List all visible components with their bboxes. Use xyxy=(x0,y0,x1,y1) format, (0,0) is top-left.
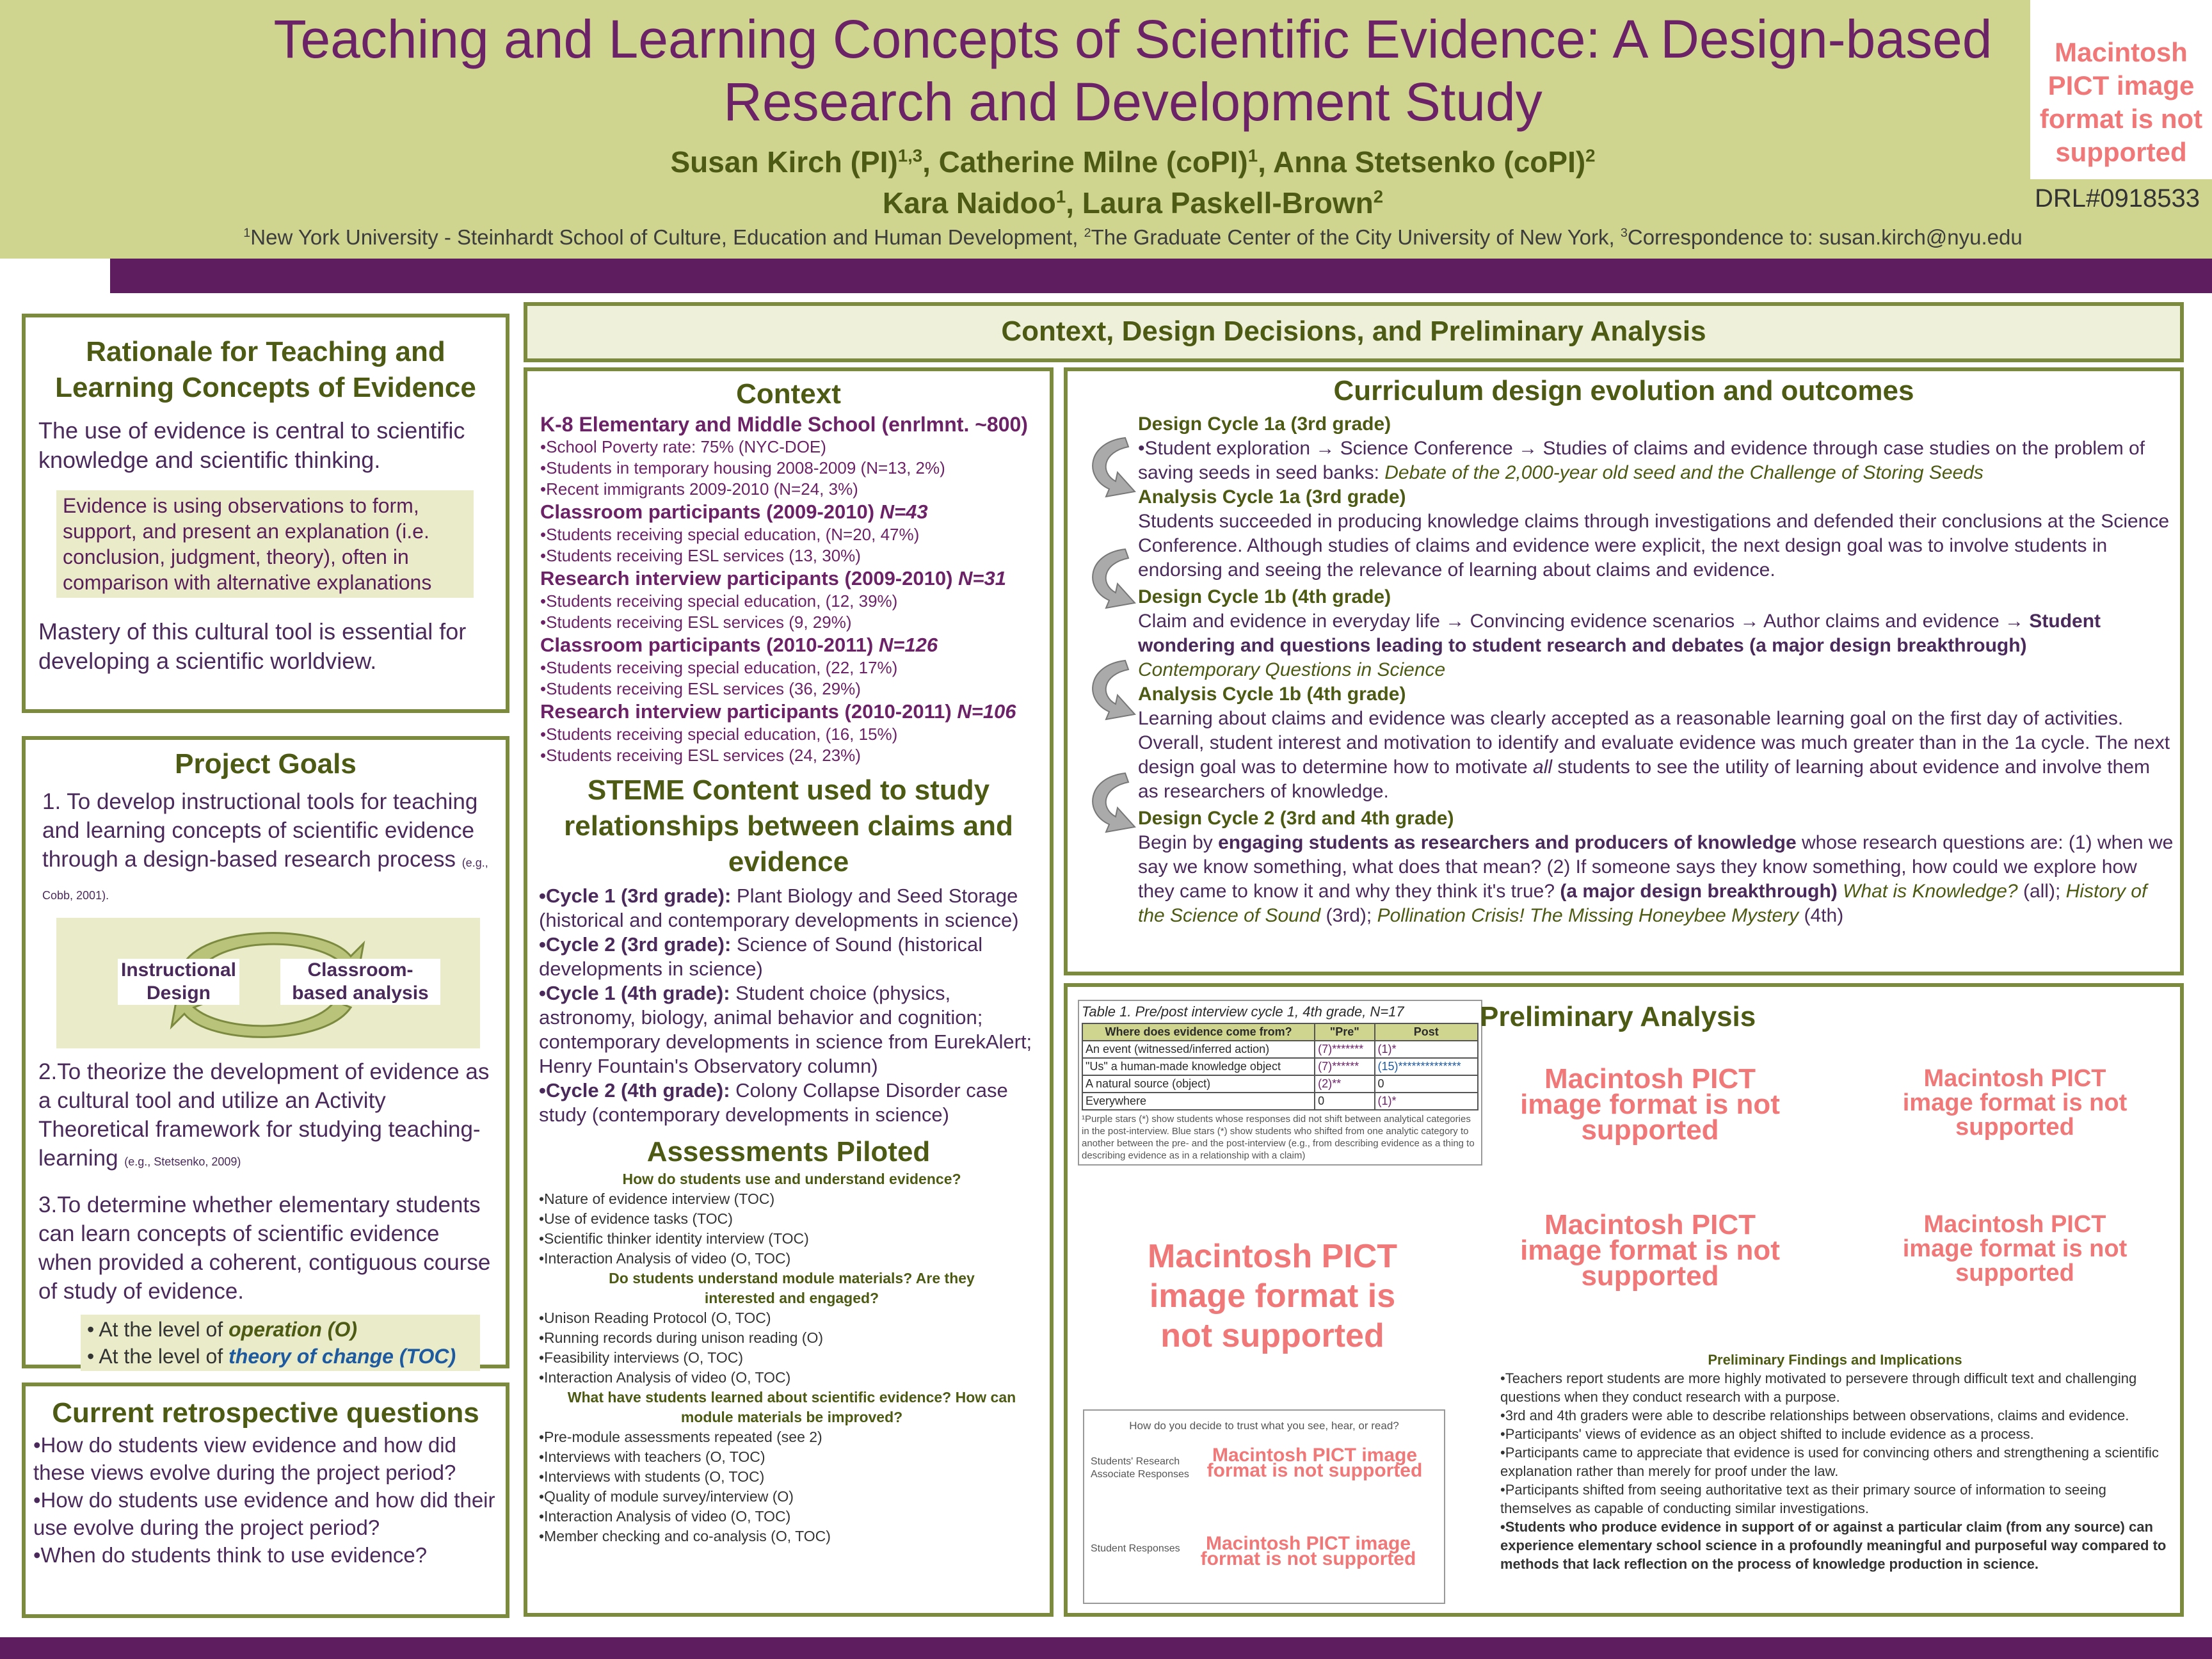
table-caption: Table 1. Pre/post interview cycle 1, 4th grade, N=17 xyxy=(1082,1004,1404,1020)
findings-title: Preliminary Findings and Implications xyxy=(1708,1352,1962,1368)
analysis-cycle-1b-text: Learning about claims and evidence was clearly accepted as a reasonable learning goal on the first day of activities. Overall, student interest and motivation to identify and evaluate evidence was much greater than in the 1a cycle. The next design goal was to determine how to motivate all students to see the utility of learning about evidence and involve them as researchers of knowledge. xyxy=(1138,708,2170,802)
pre-post-table-box xyxy=(1078,1000,1482,1166)
pict-placeholder-figure: Macintosh PICT image format is not supported xyxy=(1520,1209,1780,1292)
group-item: •Students receiving special education, (N=20, 47%) xyxy=(540,525,920,544)
curved-arrow-icon xyxy=(1080,433,1138,503)
curved-arrow-icon xyxy=(1080,544,1138,614)
affiliations: $^1$New York University - Steinhardt School of Culture, Education and Human Development, $^2$The Graduate Center of the City University of New York, $^3$Correspondence to: susan.kirch@nyu.edu xyxy=(243,225,2023,249)
rationale-panel xyxy=(22,314,509,713)
school-item: •Recent immigrants 2009-2010 (N=24, 3%) xyxy=(540,479,858,499)
goal-1-citation: (e.g., Cobb, 2001). xyxy=(42,856,488,902)
school-heading: K-8 Elementary and Middle School (enrlmnt. ~800) xyxy=(540,413,1028,436)
curriculum-title: Curriculum design evolution and outcomes xyxy=(1333,375,1914,406)
steme-item: •Cycle 1 (4th grade): Student choice (physics, astronomy, biology, animal behavior and cognition; contemporary developments in science from EurekAlert; Henry Fountain's Observatory column) xyxy=(539,982,1032,1077)
assessment-item: •Unison Reading Protocol (O, TOC) xyxy=(539,1310,771,1326)
pict-placeholder-figure: Macintosh PICT image format is not supported xyxy=(1902,1211,2128,1286)
design-cycle-1b-text: Claim and evidence in everyday life → Convincing evidence scenarios → Author claims and evidence → Student wondering and questions leading to student research and debates (a major design breakthrough) Contemporary Questions in Science xyxy=(1138,611,2101,680)
cycle-label-classroom-analysis: Classroom-based analysis xyxy=(280,959,440,1005)
school-item: •Students in temporary housing 2008-2009 (N=13, 2%) xyxy=(540,458,945,477)
design-cycle-2-text: Begin by engaging students as researchers and producers of knowledge whose research questions are: (1) when we say we know something, what does that mean? (2) If someone says they know something, how could we explore how they came to know it and why they think it's true? (a major design breakthrough) What is Knowledge? (all); History of the Science of Sound (3rd); Pollination Crisis! The Missing Honeybee Mystery (4th) xyxy=(1138,832,2174,926)
pre-post-table xyxy=(1082,1023,1479,1110)
authors-line-1: Susan Kirch (PI)$^{1,3}$, Catherine Milne (coPI)$^1$, Anna Stetsenko (coPI)$^2$ xyxy=(670,145,1596,179)
group-item: •Students receiving special education, (12, 39%) xyxy=(540,591,898,611)
goal-2-citation: (e.g., Stetsenko, 2009) xyxy=(124,1155,241,1168)
context-body xyxy=(540,412,1045,766)
group-heading: Classroom participants (2009-2010) N=43 xyxy=(540,501,928,523)
finding-item: •Teachers report students are more highly motivated to persevere through difficult text and challenging questions when they conduct research with a purpose. xyxy=(1500,1370,2137,1405)
goal-levels xyxy=(81,1315,480,1371)
table-row: Everywhere 0 (1)* xyxy=(1082,1093,1478,1110)
finding-item: •3rd and 4th graders were able to describe relationships between observations, claims and evidence. xyxy=(1500,1407,2129,1423)
curved-arrow-icon xyxy=(1080,768,1138,838)
question-item: •How do students view evidence and how did these views evolve during the project period? xyxy=(33,1433,456,1484)
analysis-cycle-1a-heading: Analysis Cycle 1a (3rd grade) xyxy=(1138,486,1406,508)
questions-list xyxy=(33,1431,497,1569)
assessment-item: •Interviews with teachers (O, TOC) xyxy=(539,1448,765,1465)
goals-panel xyxy=(22,736,509,1368)
authors-line-2: Kara Naidoo$^1$, Laura Paskell-Brown$^2$ xyxy=(882,186,1384,220)
steme-title: STEME Content used to study relationships between claims and evidence xyxy=(564,774,1013,878)
rationale-p2: Mastery of this cultural tool is essential for developing a scientific worldview. xyxy=(38,618,467,674)
group-item: •Students receiving special education, (22, 17%) xyxy=(540,658,898,677)
preliminary-title: Preliminary Analysis xyxy=(1480,1001,1756,1032)
curved-arrow-icon xyxy=(1080,655,1138,726)
steme-item: •Cycle 1 (3rd grade): Plant Biology and Seed Storage (historical and contemporary developments in science) xyxy=(539,885,1019,931)
goal-2: 2.To theorize the development of evidence as a cultural tool and utilize an Activity Theoretical framework for studying teaching-learning (e.g., Stetsenko, 2009) xyxy=(38,1059,490,1171)
header-divider-bar xyxy=(110,259,2212,293)
survey-figure xyxy=(1083,1409,1445,1604)
group-item: •Students receiving ESL services (9, 29%) xyxy=(540,613,852,632)
group-item: •Students receiving ESL services (36, 29%) xyxy=(540,679,861,698)
design-cycle-1b-heading: Design Cycle 1b (4th grade) xyxy=(1138,586,1391,607)
group-heading: Research interview participants (2010-2011) N=106 xyxy=(540,700,1016,723)
design-cycle-2-heading: Design Cycle 2 (3rd and 4th grade) xyxy=(1138,808,1454,829)
poster-title: Teaching and Learning Concepts of Scientific Evidence: A Design-based Research and Development Study xyxy=(273,9,1992,132)
assessment-item: •Running records during unison reading (O) xyxy=(539,1329,824,1346)
assessment-item: •Nature of evidence interview (TOC) xyxy=(539,1190,775,1207)
table-header-row xyxy=(1082,1023,1478,1041)
questions-title: Current retrospective questions xyxy=(52,1397,479,1429)
goals-title: Project Goals xyxy=(175,748,357,780)
group-heading: Classroom participants (2010-2011) N=126 xyxy=(540,634,938,656)
assessments-title: Assessments Piloted xyxy=(646,1136,931,1167)
level-operation: • At the level of operation (O) xyxy=(87,1318,357,1341)
table-header: Where does evidence come from? xyxy=(1082,1023,1315,1041)
survey-question: How do you decide to trust what you see, hear, or read? xyxy=(1129,1420,1399,1432)
assessment-item: •Interviews with students (O, TOC) xyxy=(539,1468,765,1485)
table-row: An event (witnessed/inferred action) (7)******* (1)* xyxy=(1082,1041,1478,1058)
pict-placeholder-figure: Macintosh PICT image format is not supported xyxy=(1147,1238,1398,1354)
finding-item: •Participants came to appreciate that evidence is used for convincing others and strengthening a scientific explanation rather than merely for proof under the law. xyxy=(1500,1445,2159,1479)
design-cycle-1a-heading: Design Cycle 1a (3rd grade) xyxy=(1138,413,1391,435)
assessment-item: •Scientific thinker identity interview (TOC) xyxy=(539,1230,809,1247)
question-item: •How do students use evidence and how did their use evolve during the project period? xyxy=(33,1488,495,1539)
assessment-item: •Interaction Analysis of video (O, TOC) xyxy=(539,1250,791,1267)
table-note: ¹Purple stars (*) show students whose responses did not shift between analytical categories in the post-interview. Blue stars (*) show students who shifted from one analytic category to another between the pre- and the post-interview (e.g., from describing evidence as a thing to describing evidence as in a relationship with a claim) xyxy=(1082,1114,1475,1161)
level-theory-of-change: • At the level of theory of change (TOC) xyxy=(87,1345,456,1368)
finding-item-key: •Students who produce evidence in support of or against a particular claim (from any source) can experience elementary school science in a profoundly meaningful and purposeful way compared to methods that lack reflection on the process of knowledge production in science. xyxy=(1500,1519,2167,1572)
pict-placeholder-figure: Macintosh PICT image format is not supported xyxy=(1902,1065,2128,1141)
group-item: •Students receiving special education, (16, 15%) xyxy=(540,725,898,744)
assessment-item: •Quality of module survey/interview (O) xyxy=(539,1488,794,1505)
table-row: A natural source (object) (2)** 0 xyxy=(1082,1075,1478,1093)
design-cycle-1a-text: •Student exploration → Science Conference → Studies of claims and evidence through case studies on the problem of saving seeds in seed banks: Debate of the 2,000-year old seed and the Challenge of Storing Seeds xyxy=(1138,438,2145,483)
rationale-p1: The use of evidence is central to scientific knowledge and scientific thinking. xyxy=(38,417,465,473)
group-item: •Students receiving ESL services (24, 23%) xyxy=(540,746,861,765)
context-panel xyxy=(524,367,1054,1617)
design-cycle-diagram xyxy=(56,918,480,1048)
table-row: "Us" a human-made knowledge object (7)****** (15)************** xyxy=(1082,1058,1478,1075)
assessment-question: Do students understand module materials? Are they interested and engaged? xyxy=(609,1270,975,1306)
table-header: Post xyxy=(1375,1023,1479,1041)
assessment-question: How do students use and understand evidence? xyxy=(622,1171,961,1187)
table-header: "Pre" xyxy=(1315,1023,1374,1041)
assessment-item: •Feasibility interviews (O, TOC) xyxy=(539,1349,744,1366)
assessments-list xyxy=(539,1169,1045,1546)
curriculum-body xyxy=(1138,412,2175,928)
steme-list xyxy=(539,884,1045,1127)
questions-panel xyxy=(22,1382,509,1618)
context-title: Context xyxy=(736,378,841,410)
analysis-cycle-1b-heading: Analysis Cycle 1b (4th grade) xyxy=(1138,684,1406,705)
finding-item: •Participants shifted from seeing authoritative text as their primary source of information to seeing themselves as capable of conducting similar investigations. xyxy=(1500,1482,2106,1516)
question-item: •When do students think to use evidence? xyxy=(33,1543,428,1567)
survey-row-label: Students' Research Associate Responses xyxy=(1091,1456,1189,1480)
group-heading: Research interview participants (2009-2010) N=31 xyxy=(540,567,1007,589)
pict-placeholder-logo: Macintosh PICT image format is not supported xyxy=(2030,0,2212,179)
finding-item: •Participants' views of evidence as an object shifted to include evidence as a process. xyxy=(1500,1426,2034,1442)
rationale-title: Rationale for Teaching and Learning Concepts of Evidence xyxy=(55,336,476,403)
cycle-label-instructional-design: Instructional Design xyxy=(118,959,239,1005)
assessment-item: •Use of evidence tasks (TOC) xyxy=(539,1210,733,1227)
pict-placeholder-figure: Macintosh PICT image format is not supported xyxy=(1520,1063,1780,1146)
assessment-item: •Interaction Analysis of video (O, TOC) xyxy=(539,1508,791,1525)
evidence-definition: Evidence is using observations to form, support, and present an explanation (i.e. conclusion, judgment, theory), often in comparison with alternative explanations xyxy=(56,490,474,598)
context-banner: Context, Design Decisions, and Preliminary Analysis xyxy=(524,302,2184,362)
assessment-item: •Pre-module assessments repeated (see 2) xyxy=(539,1429,822,1445)
curriculum-panel xyxy=(1064,367,2184,975)
goal-3: 3.To determine whether elementary students can learn concepts of scientific evidence when provided a coherent, contiguous course of study of evidence. xyxy=(38,1192,491,1304)
footer-bar xyxy=(0,1637,2212,1659)
goal-1: 1. To develop instructional tools for teaching and learning concepts of scientific evidence through a design-based research process (e.g., Cobb, 2001). xyxy=(42,789,488,902)
steme-item: •Cycle 2 (4th grade): Colony Collapse Disorder case study (contemporary developments in science) xyxy=(539,1079,1008,1126)
pict-placeholder-figure: Macintosh PICT image format is not supported xyxy=(1200,1533,1416,1569)
steme-item: •Cycle 2 (3rd grade): Science of Sound (historical developments in science) xyxy=(539,933,983,980)
analysis-cycle-1a-text: Students succeeded in producing knowledge claims through investigations and defended their conclusions at the Science Conference. Although studies of claims and evidence were explicit, the next design goal was to involve students in endorsing and seeing the relevance of learning about claims and evidence. xyxy=(1138,511,2170,581)
assessment-question: What have students learned about scientific evidence? How can module materials be improved? xyxy=(567,1389,1016,1425)
survey-row-label: Student Responses xyxy=(1091,1543,1180,1554)
school-item: •School Poverty rate: 75% (NYC-DOE) xyxy=(540,437,826,456)
grant-number: DRL#0918533 xyxy=(2035,184,2200,212)
assessment-item: •Interaction Analysis of video (O, TOC) xyxy=(539,1369,791,1386)
pict-placeholder-figure: Macintosh PICT image format is not supported xyxy=(1206,1445,1423,1481)
assessment-item: •Member checking and co-analysis (O, TOC) xyxy=(539,1528,831,1544)
preliminary-panel xyxy=(1064,983,2184,1617)
findings-block xyxy=(1500,1350,2170,1573)
group-item: •Students receiving ESL services (13, 30%) xyxy=(540,546,861,565)
